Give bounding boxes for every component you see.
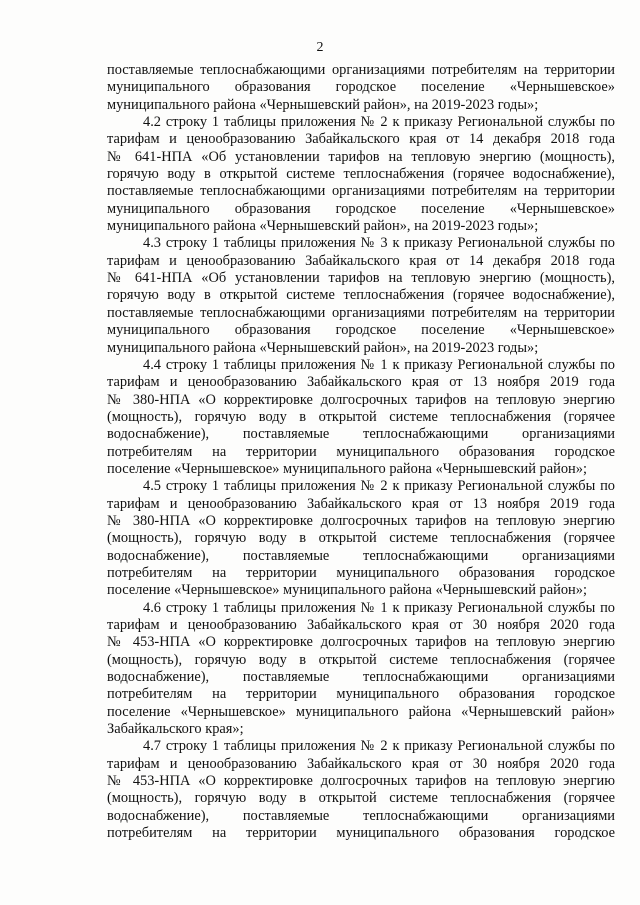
text-line: водоснабжение), поставляемые теплоснабжающими организациями bbox=[107, 426, 615, 443]
text-line: тарифам и ценообразованию Забайкальского края от 13 ноября 2019 года bbox=[107, 374, 615, 391]
text-line: тарифам и ценообразованию Забайкальского края от 13 ноября 2019 года bbox=[107, 495, 615, 512]
text-line: № 453-НПА «О корректировке долгосрочных тарифов на тепловую энергию bbox=[107, 773, 615, 790]
text-line: потребителям на территории муниципального образования городское bbox=[107, 825, 615, 842]
paragraph-4-4 bbox=[107, 357, 615, 478]
paragraph-4-2 bbox=[107, 114, 615, 235]
text-line: (мощность), горячую воду в открытой системе теплоснабжения (горячее bbox=[107, 790, 615, 807]
text-line: тарифам и ценообразованию Забайкальского края от 30 ноября 2020 года bbox=[107, 755, 615, 772]
text-line: № 641-НПА «Об установлении тарифов на тепловую энергию (мощность), bbox=[107, 270, 615, 287]
text-line: водоснабжение), поставляемые теплоснабжающими организациями bbox=[107, 807, 615, 824]
text-line: муниципального района «Чернышевский район», на 2019-2023 годы»; bbox=[107, 218, 539, 235]
text-line: тарифам и ценообразованию Забайкальского края от 30 ноября 2020 года bbox=[107, 617, 615, 633]
text-line: Забайкальского края»; bbox=[107, 721, 244, 738]
text-line: № 380-НПА «О корректировке долгосрочных тарифов на тепловую энергию bbox=[107, 512, 615, 529]
text-line: 4.7 строку 1 таблицы приложения № 2 к приказу Региональной службы по bbox=[143, 738, 615, 755]
paragraph-4-5 bbox=[107, 478, 615, 599]
text-line: поселение «Чернышевское» муниципального района «Чернышевский район»; bbox=[107, 582, 587, 599]
document-body bbox=[107, 62, 615, 842]
paragraph-4-7 bbox=[107, 738, 615, 842]
page-number: 2 bbox=[316, 40, 324, 55]
text-line: муниципального района «Чернышевский район», на 2019-2023 годы»; bbox=[107, 96, 539, 113]
text-line: потребителям на территории муниципального образования городское bbox=[107, 686, 615, 703]
text-line: тарифам и ценообразованию Забайкальского края от 14 декабря 2018 года bbox=[107, 131, 615, 148]
paragraph-4-3 bbox=[107, 235, 615, 356]
text-line: муниципального образования городское поселение «Чернышевское» bbox=[107, 79, 615, 96]
text-line: тарифам и ценообразованию Забайкальского края от 14 декабря 2018 года bbox=[107, 252, 615, 269]
text-line: 4.3 строку 1 таблицы приложения № 3 к приказу Региональной службы по bbox=[143, 235, 615, 252]
text-line: поставляемые теплоснабжающими организациями потребителям на территории bbox=[107, 304, 615, 321]
text-line: поселение «Чернышевское» муниципального района «Чернышевский район» bbox=[107, 703, 615, 720]
text-line: № 453-НПА «О корректировке долгосрочных тарифов на тепловую энергию bbox=[107, 634, 615, 651]
paragraph-4-6 bbox=[107, 600, 615, 739]
text-line: водоснабжение), поставляемые теплоснабжающими организациями bbox=[107, 547, 615, 564]
text-line: (мощность), горячую воду в открытой системе теплоснабжения (горячее bbox=[107, 651, 615, 668]
text-line: поселение «Чернышевское» муниципального района «Чернышевский район»; bbox=[107, 460, 587, 477]
text-line: потребителям на территории муниципального образования городское bbox=[107, 443, 615, 460]
text-line: водоснабжение), поставляемые теплоснабжающими организациями bbox=[107, 669, 615, 686]
text-line: муниципального образования городское поселение «Чернышевское» bbox=[107, 322, 615, 339]
text-line: (мощность), горячую воду в открытой системе теплоснабжения (горячее bbox=[107, 530, 615, 547]
text-line: горячую воду в открытой системе теплоснабжения (горячее водоснабжение), bbox=[107, 287, 615, 304]
text-line: № 641-НПА «Об установлении тарифов на тепловую энергию (мощность), bbox=[107, 148, 615, 165]
text-line: муниципального района «Чернышевский район», на 2019-2023 годы»; bbox=[107, 339, 539, 356]
text-line: № 380-НПА «О корректировке долгосрочных тарифов на тепловую энергию bbox=[107, 391, 615, 408]
text-line: (мощность), горячую воду в открытой системе теплоснабжения (горячее bbox=[107, 408, 615, 425]
text-line: 4.5 строку 1 таблицы приложения № 2 к приказу Региональной службы по bbox=[143, 478, 615, 495]
paragraph-continuation bbox=[107, 62, 615, 114]
text-line: 4.6 строку 1 таблицы приложения № 1 к приказу Региональной службы по bbox=[143, 599, 615, 616]
text-line: 4.4 строку 1 таблицы приложения № 1 к приказу Региональной службы по bbox=[143, 356, 615, 373]
text-line: поставляемые теплоснабжающими организациями потребителям на территории bbox=[107, 62, 615, 78]
text-line: потребителям на территории муниципального образования городское bbox=[107, 564, 615, 581]
text-line: горячую воду в открытой системе теплоснабжения (горячее водоснабжение), bbox=[107, 166, 615, 183]
text-line: поставляемые теплоснабжающими организациями потребителям на территории bbox=[107, 183, 615, 200]
text-line: 4.2 строку 1 таблицы приложения № 2 к приказу Региональной службы по bbox=[143, 114, 615, 131]
text-line: муниципального образования городское поселение «Чернышевское» bbox=[107, 200, 615, 217]
